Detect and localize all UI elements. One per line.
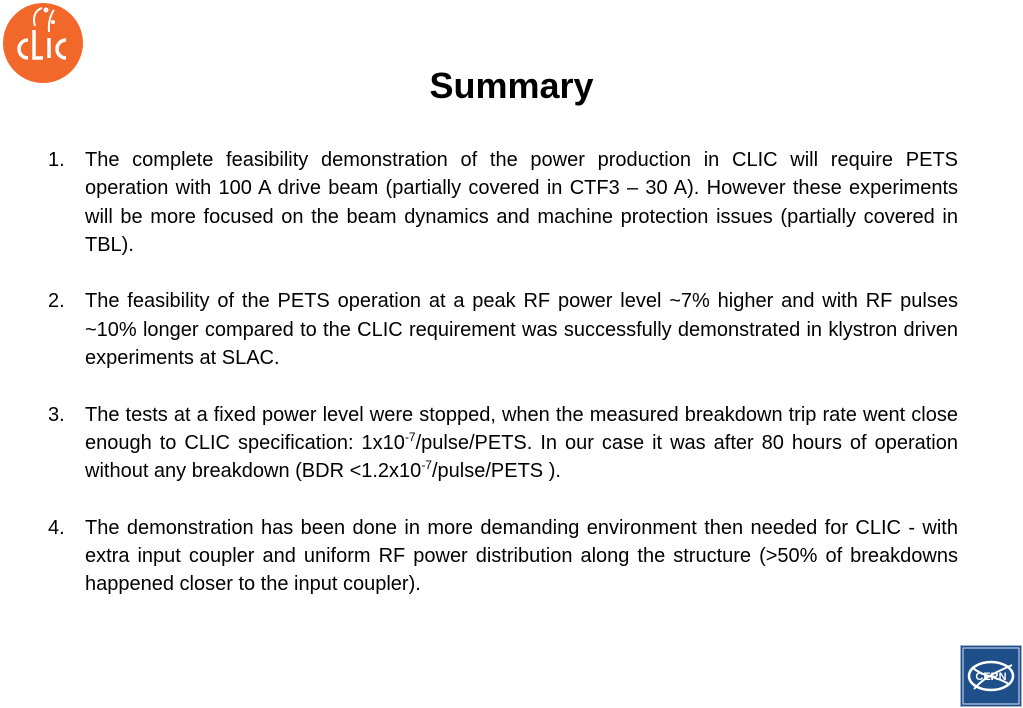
- cern-logo-icon: [960, 645, 1022, 707]
- page-title: Summary: [429, 65, 594, 106]
- summary-list: [48, 146, 958, 627]
- list-item: [48, 401, 958, 486]
- item-text: The complete feasibility demonstration of the power production in CLIC will require PETS operation with 100 A drive beam (partially covered in CTF3 – 30 A). However these experiments will be more focused on the beam dynamics and machine protection issues (partially covered in TBL).: [85, 149, 958, 256]
- item-text-part: /pulse/PETS ).: [431, 460, 561, 483]
- item-number: 3.: [48, 403, 65, 426]
- svg-text:CERN: CERN: [975, 671, 1007, 683]
- item-number: 1.: [48, 149, 65, 171]
- item-text-part: /pulse/PETS. In our case it was after 80 hours of operation without any breakdown (BDR <1.2x10: [85, 431, 958, 483]
- item-text: The feasibility of the PETS operation at a peak RF power level ~7% higher and with RF pulses ~10% longer compared to the CLIC requirement was successfully demonstrated in klystron driven experiments at SLAC.: [85, 290, 958, 370]
- list-item: [48, 287, 958, 372]
- exponent: -7: [404, 429, 416, 444]
- list-item: [48, 146, 958, 259]
- list-item: [48, 514, 958, 599]
- item-text: [85, 401, 958, 486]
- exponent: -7: [421, 458, 432, 473]
- item-text-part: The tests at a fixed power level were stopped, when the measured breakdown trip rate went close enough to CLIC specification: 1x10: [85, 403, 958, 454]
- item-number: 4.: [48, 516, 65, 539]
- item-text: The demonstration has been done in more demanding environment then needed for CLIC - with extra input coupler and uniform RF power distribution along the structure (>50% of breakdowns happened closer to the input coupler).: [85, 516, 958, 596]
- item-number: 2.: [48, 290, 65, 313]
